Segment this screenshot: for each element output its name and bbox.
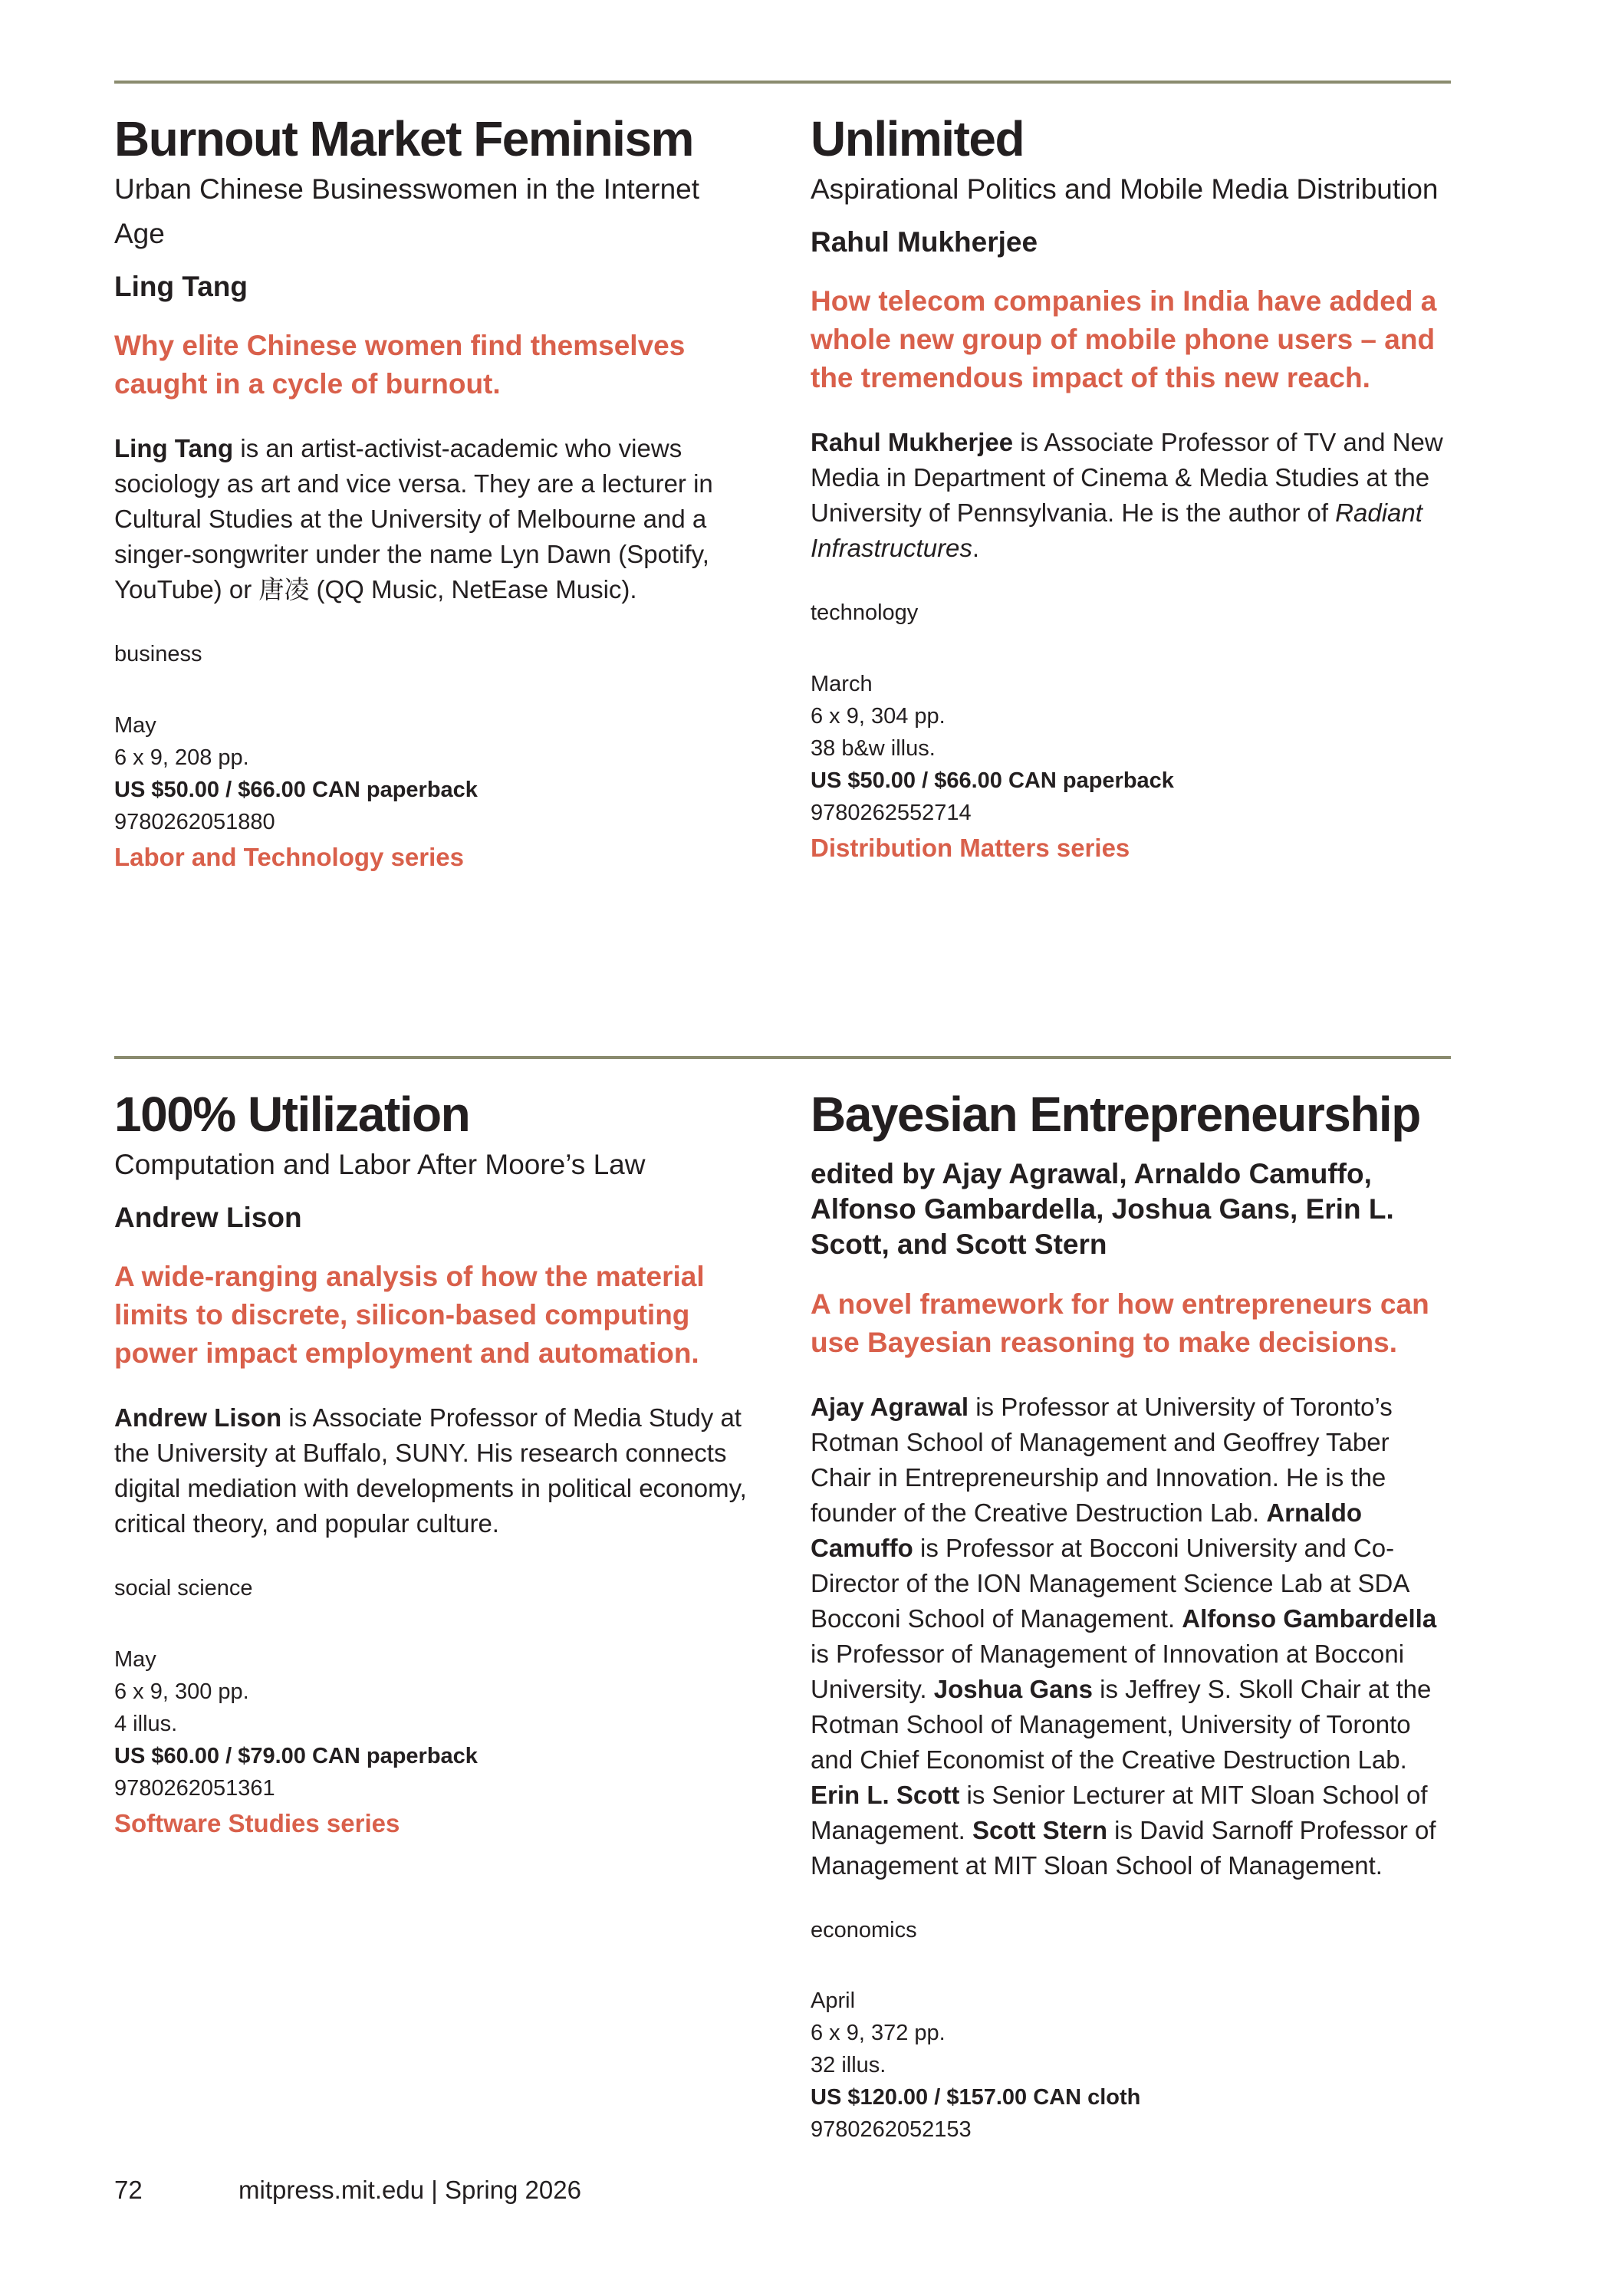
trim-size-pages: 6 x 9, 372 pp. [811, 2021, 946, 2046]
bio-text: is Associate Professor of TV and New Media in Department of Cinema & Media Studies at the University of Pennsylvania. He is the author of [811, 428, 1443, 528]
publication-details [811, 1985, 1447, 2146]
trim-size-pages: 6 x 9, 208 pp. [114, 745, 249, 770]
subject-category: social science [114, 1576, 253, 1601]
page-number: 72 [114, 2176, 143, 2204]
publication-month: April [811, 1988, 856, 2014]
publication-month: May [114, 712, 156, 738]
book-title: Bayesian Entrepreneurship [811, 1087, 1420, 1142]
series-name: Distribution Matters series [811, 833, 1130, 862]
book-subtitle: Computation and Labor After Moore’s Law [114, 1148, 646, 1180]
book-entry-bayesian-entrepreneurship [811, 1087, 1447, 2146]
bio-author-name: Andrew Lison [114, 1403, 282, 1433]
bio-text: is David Sarnoff Professor of Management at MIT Sloan School of Management. [811, 1815, 1436, 1880]
author-bio [114, 431, 751, 607]
book-title: Burnout Market Feminism [114, 111, 693, 166]
bio-text: . [972, 534, 980, 563]
book-tagline: A novel framework for how entrepreneurs can use Bayesian reasoning to make decisions. [811, 1288, 1429, 1358]
isbn: 9780262052153 [811, 2117, 972, 2143]
book-entry-100-utilization [114, 1087, 751, 1843]
book-entry-unlimited [811, 112, 1447, 867]
illustrations-count: 38 b&w illus. [811, 735, 936, 761]
bio-author-name: Ling Tang [114, 434, 234, 463]
publication-month: May [114, 1646, 156, 1672]
bio-author-name: Alfonso Gambardella [1182, 1604, 1437, 1633]
trim-size-pages: 6 x 9, 304 pp. [811, 703, 946, 729]
bio-text: is Jeffrey S. Skoll Chair at the Rotman School of Management, University of Toronto and Chief Economist of the Creative Destruction Lab. [811, 1674, 1432, 1774]
book-title: Unlimited [811, 111, 1025, 166]
bio-author-name: Erin L. Scott [811, 1780, 960, 1809]
publication-details [114, 709, 751, 838]
bio-author-name: Joshua Gans [933, 1674, 1093, 1703]
publication-details [114, 1643, 751, 1804]
illustrations-count: 32 illus. [811, 2053, 886, 2078]
middle-divider-rule [114, 1056, 1451, 1059]
subject-category: technology [811, 600, 919, 626]
price: US $50.00 / $66.00 CAN paperback [811, 768, 1174, 793]
trim-size-pages: 6 x 9, 300 pp. [114, 1679, 249, 1704]
bio-text: is an artist-activist-academic who views sociology as art and vice versa. They are a lecturer in Cultural Studies at the University of Melbourne and a singer-songwriter under the name Lyn Dawn (Spotify, YouTube) or 唐凌 (QQ Music, NetEase Music). [114, 434, 713, 604]
book-tagline: Why elite Chinese women find themselves caught in a cycle of burnout. [114, 330, 686, 400]
price: US $50.00 / $66.00 CAN paperback [114, 777, 478, 802]
illustrations-count: 4 illus. [114, 1711, 178, 1736]
isbn: 9780262051361 [114, 1775, 275, 1801]
series-name: Software Studies series [114, 1808, 400, 1837]
author-bio [811, 425, 1447, 566]
book-subtitle: Aspirational Politics and Mobile Media Distribution [811, 173, 1439, 205]
subject-category: economics [811, 1917, 917, 1942]
book-tagline: How telecom companies in India have added a whole new group of mobile phone users – and the tremendous impact of this new reach. [811, 285, 1437, 394]
book-entry-burnout-market-feminism [114, 112, 751, 877]
publication-details [811, 668, 1447, 829]
bio-author-name: Rahul Mukherjee [811, 428, 1014, 457]
bio-text: is Professor at Bocconi University and Co-Director of the ION Management Science Lab at SDA Bocconi School of Management. [811, 1533, 1409, 1633]
price: US $120.00 / $157.00 CAN cloth [811, 2085, 1141, 2110]
top-divider-rule [114, 81, 1451, 84]
bio-text: is Associate Professor of Media Study at the University at Buffalo, SUNY. His research connects digital mediation with developments in political economy, critical theory, and popular culture. [114, 1403, 747, 1538]
isbn: 9780262051880 [114, 809, 275, 834]
publication-month: March [811, 671, 873, 696]
bio-author-name: Arnaldo Camuffo [811, 1498, 1363, 1562]
bio-author-name: Ajay Agrawal [811, 1392, 969, 1421]
bio-text: is Senior Lecturer at MIT Sloan School of Management. [811, 1780, 1428, 1844]
book-author: Ling Tang [114, 270, 248, 302]
book-title: 100% Utilization [114, 1087, 470, 1142]
book-editors: edited by Ajay Agrawal, Arnaldo Camuffo, Alfonso Gambardella, Joshua Gans, Erin L. Scott, and Scott Stern [811, 1157, 1394, 1260]
bio-text: is Professor of Management of Innovation at Bocconi University. [811, 1639, 1405, 1703]
book-author: Rahul Mukherjee [811, 225, 1038, 258]
bio-author-name: Scott Stern [972, 1815, 1107, 1844]
bio-text: is Professor at University of Toronto’s Rotman School of Management and Geoffrey Taber Chair in Entrepreneurship and Innovation. He is the founder of the Creative Destruction Lab. [811, 1392, 1393, 1527]
price: US $60.00 / $79.00 CAN paperback [114, 1743, 478, 1768]
book-tagline: A wide-ranging analysis of how the material limits to discrete, silicon-based computing power impact employment and automation. [114, 1261, 705, 1370]
author-bio [811, 1390, 1447, 1883]
author-bio [114, 1400, 751, 1541]
footer-site-link[interactable]: mitpress.mit.edu | Spring 2026 [238, 2176, 581, 2204]
series-name: Labor and Technology series [114, 842, 464, 871]
subject-category: business [114, 642, 202, 667]
book-author: Andrew Lison [114, 1201, 302, 1233]
isbn: 9780262552714 [811, 800, 972, 825]
bio-book-title: Radiant Infrastructures [811, 498, 1422, 563]
book-subtitle: Urban Chinese Businesswomen in the Internet Age [114, 173, 700, 249]
